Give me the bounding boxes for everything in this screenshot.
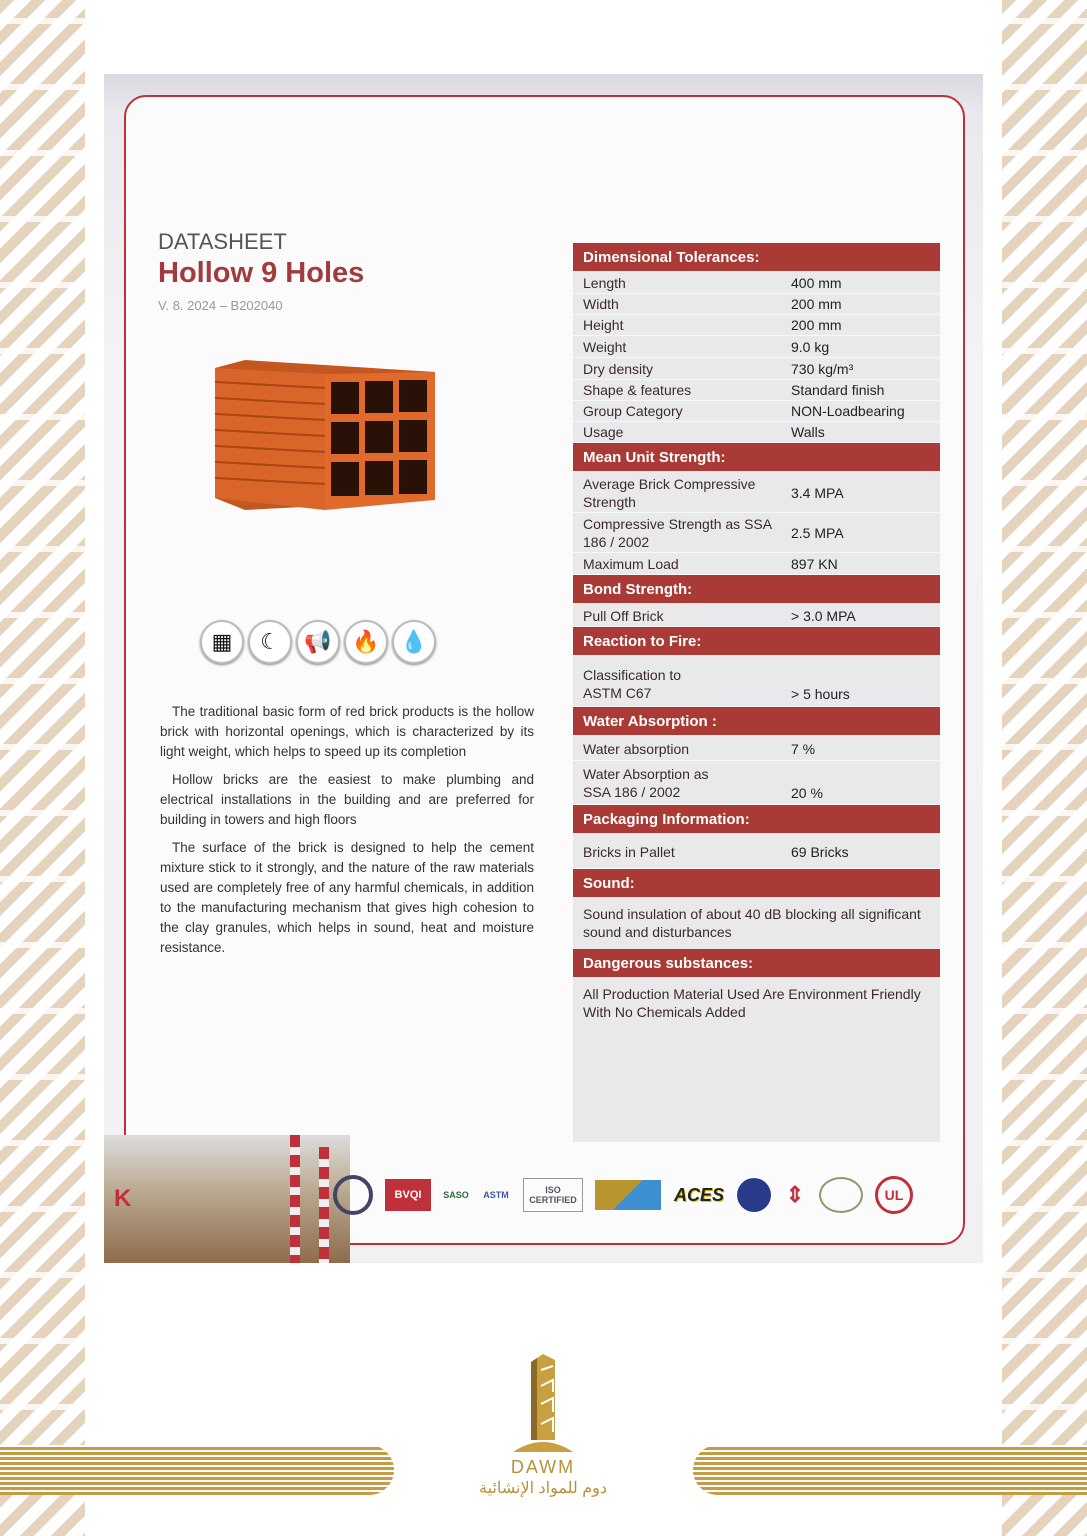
ul-logo: UL — [875, 1176, 913, 1214]
spec-row — [573, 473, 940, 513]
section-header: Water Absorption : — [573, 707, 940, 735]
dangerous-substances-text: All Production Material Used Are Environment Friendly With No Chemicals Added — [583, 986, 921, 1020]
certification-seal-logo — [333, 1175, 373, 1215]
spec-value: NON-Loadbearing — [791, 403, 905, 419]
spec-value: 730 kg/m³ — [791, 360, 854, 377]
certification-logos — [333, 1175, 913, 1215]
decorative-pattern-left — [0, 0, 85, 1536]
spec-label: Pull Off Brick — [583, 607, 664, 624]
product-title: Hollow 9 Holes — [158, 257, 365, 289]
description-paragraph: The traditional basic form of red brick products is the hollow brick with horizontal openings, which is characterized by its light weight, which helps to speed up its completion — [160, 704, 534, 759]
spec-label: Length — [583, 275, 626, 291]
spec-value: 9.0 kg — [791, 338, 830, 355]
brand-name-ar: دوم للمواد الإنشائية — [479, 1480, 607, 1497]
spec-row — [573, 336, 940, 358]
section-header: Bond Strength: — [573, 575, 940, 603]
spec-label: Bricks in Pallet — [583, 843, 675, 860]
iso-logo: ISO CERTIFIED — [523, 1178, 583, 1212]
gold-stripe-right — [693, 1445, 1087, 1495]
quality-award-logo — [595, 1180, 661, 1210]
section-header: Reaction to Fire: — [573, 627, 940, 655]
bvqi-logo: BVQI — [385, 1179, 431, 1211]
description-paragraph: Hollow bricks are the easiest to make plumbing and electrical installations in the building and are preferred for building in towers and high floors — [160, 772, 534, 827]
spec-label: Width — [583, 296, 619, 312]
spec-label: Group Category — [583, 403, 683, 419]
tower-logo-icon — [503, 1352, 583, 1452]
spec-label: Shape & features — [583, 382, 692, 398]
spec-row — [573, 657, 940, 707]
gold-stripe-left — [0, 1445, 394, 1495]
water-drop-icon: 💧 — [392, 620, 436, 664]
brand-logo — [473, 1352, 613, 1498]
spec-label: Compressive Strength as SSA 186 / 2002 — [583, 515, 772, 550]
spec-value: 7 % — [791, 740, 816, 757]
spec-label: Water Absorption as SSA 186 / 2002 — [583, 766, 709, 800]
section-header: Packaging Information: — [573, 805, 940, 833]
spec-row — [573, 294, 940, 315]
spec-value: 897 KN — [791, 555, 838, 572]
certification-wreath-logo — [819, 1177, 863, 1213]
spec-value: 20 % — [791, 785, 823, 801]
section-header: Dangerous substances: — [573, 949, 940, 977]
spec-row — [573, 401, 940, 422]
brick-wall-icon: ▦ — [200, 620, 244, 664]
factory-image: K — [104, 1135, 350, 1263]
certification-globe-logo — [737, 1178, 771, 1212]
megaphone-icon: 📢 — [296, 620, 340, 664]
spec-label: Average Brick Compressive Strength — [583, 475, 756, 510]
spec-row — [573, 737, 940, 761]
fire-icon: 🔥 — [344, 620, 388, 664]
saso-logo: SASO — [443, 1190, 469, 1200]
ear-icon: ☾ — [248, 620, 292, 664]
spec-row — [573, 513, 940, 553]
spec-value: > 3.0 MPA — [791, 607, 856, 624]
section-header: Mean Unit Strength: — [573, 443, 940, 471]
datasheet-label: DATASHEET — [158, 229, 287, 254]
spec-label: Dry density — [583, 360, 654, 377]
brick-image — [215, 360, 435, 510]
spec-label: Classification to ASTM C67 — [583, 667, 682, 701]
certification-arrows-logo: ⇕ — [785, 1182, 805, 1207]
description-paragraph: The surface of the brick is designed to help the cement mixture stick to it strongly, and the nature of the raw materials used are completely free of any harmful chemicals, in addition to the manufacturing mechanism that gives high cohesion to the clay granules, which helps in sound, heat and moisture resistance. — [160, 840, 534, 955]
product-description — [160, 702, 534, 966]
spec-row — [573, 380, 940, 401]
astm-logo: ASTM — [483, 1190, 509, 1200]
spec-row — [573, 553, 940, 575]
spec-value: 200 mm — [791, 296, 842, 312]
spec-label: Weight — [583, 338, 627, 355]
spec-value: Standard finish — [791, 382, 885, 398]
spec-row — [573, 835, 940, 869]
spec-value: > 5 hours — [791, 686, 850, 702]
spec-value: 400 mm — [791, 275, 842, 291]
spec-label: Maximum Load — [583, 555, 679, 572]
specifications-table — [573, 243, 940, 1142]
spec-value: 2.5 MPA — [791, 524, 844, 541]
spec-row — [573, 605, 940, 627]
spec-label: Usage — [583, 424, 624, 440]
spec-row — [573, 358, 940, 380]
spec-row — [573, 315, 940, 336]
section-header: Sound: — [573, 869, 940, 897]
section-header: Dimensional Tolerances: — [573, 243, 940, 271]
spec-value: 69 Bricks — [791, 843, 849, 860]
feature-icons — [200, 620, 436, 664]
version-text: V. 8. 2024 – B202040 — [158, 298, 283, 313]
decorative-pattern-right — [1002, 0, 1087, 1536]
spec-label: Height — [583, 317, 624, 333]
sound-text: Sound insulation of about 40 dB blocking all significant sound and disturbances — [583, 906, 921, 940]
brand-name-en: DAWM — [510, 1457, 576, 1477]
aces-logo: ACES — [673, 1184, 724, 1205]
spec-row — [573, 273, 940, 294]
spec-row — [573, 761, 940, 805]
spec-value: 200 mm — [791, 317, 842, 333]
spec-value: 3.4 MPA — [791, 484, 844, 501]
spec-value: Walls — [791, 424, 825, 440]
spec-label: Water absorption — [583, 740, 690, 757]
spec-row — [573, 422, 940, 443]
